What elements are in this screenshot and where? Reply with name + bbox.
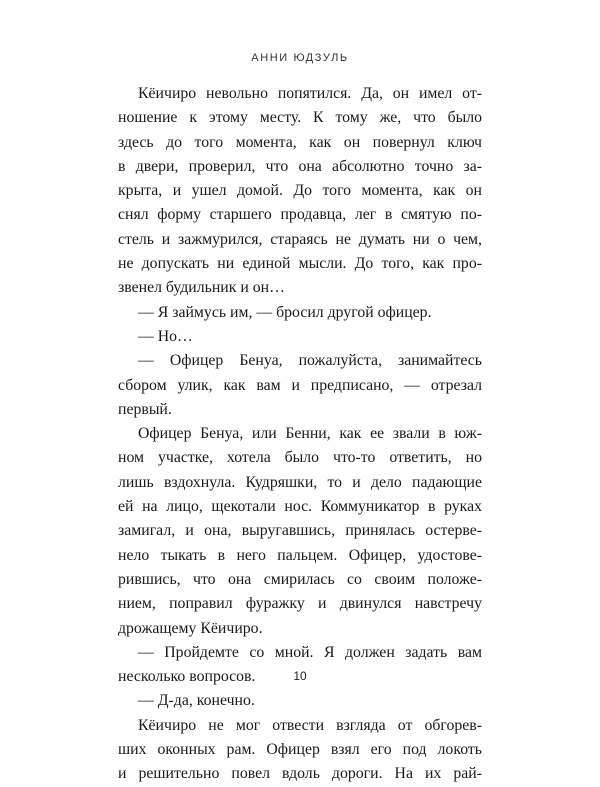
text-line: дрожащему Кёичиро. (118, 619, 263, 637)
paragraph (118, 82, 482, 301)
text-line: ших оконных рам. Офицер взял его под локоть (118, 741, 482, 759)
text-line: сбором улик, как вам и предписано, — отрезал (118, 376, 482, 394)
text-line: лишь вздохнула. Кудряшки, то и дело падающие (118, 473, 482, 491)
running-head-author: АННИ ЮДЗУЛЬ (251, 52, 349, 64)
text-line: не допускать ни единой мысли. До того, как про- (118, 255, 482, 273)
text-line: ей на лицо, щекотали нос. Коммуникатор в руках (118, 498, 482, 516)
paragraph (118, 349, 482, 422)
paragraph (118, 325, 482, 349)
text-line: Кёичиро невольно попятился. Да, он имел от- (138, 85, 482, 102)
text-line: здесь до того момента, как он повернул ключ (118, 133, 482, 151)
paragraph (118, 714, 482, 787)
text-line: стель и зажмурился, стараясь не думать ни о чем, (118, 230, 482, 248)
paragraph (118, 422, 482, 641)
text-line: несколько вопросов. (118, 668, 256, 686)
text-line: Офицер Бенуа, или Бенни, как ее звали в юж- (138, 425, 482, 443)
text-line: — Пройдемте со мной. Я должен задать вам (138, 643, 482, 661)
text-line: замигал, и она, выругавшись, принялась остерве- (118, 522, 482, 540)
text-line: Кёичиро не мог отвести взгляда от обгорев- (138, 716, 482, 734)
text-line: снял форму старшего продавца, лег в смятую по- (118, 206, 482, 224)
text-line: — Я займусь им, — бросил другой офицер. (138, 303, 432, 321)
text-line: первый. (118, 400, 172, 418)
paragraph (118, 301, 482, 325)
page-number: 10 (293, 669, 307, 683)
text-line: — Офицер Бенуа, пожалуйста, занимайтесь (138, 352, 482, 370)
text-line: и решительно повел вдоль дороги. На их рай- (118, 765, 482, 783)
text-line: нело тыкать в него пальцем. Офицер, удостове- (118, 546, 482, 564)
text-line: звенел будильник и он… (118, 279, 285, 297)
text-line: крыта, и ушел домой. До того момента, как он (118, 182, 482, 200)
text-line: нием, поправил фуражку и двинулся навстречу (118, 595, 482, 613)
text-line: — Но… (138, 327, 193, 345)
paragraph (118, 689, 482, 713)
text-line: ном участке, хотела было что-то ответить, но (118, 449, 482, 467)
text-line: в двери, проверил, что она абсолютно точно за- (118, 157, 482, 175)
text-line: рившись, что она смирилась со своим положе- (118, 570, 482, 588)
text-line: ношение к этому месту. К тому же, что было (118, 109, 482, 127)
text-line: — Д-да, конечно. (138, 692, 255, 710)
